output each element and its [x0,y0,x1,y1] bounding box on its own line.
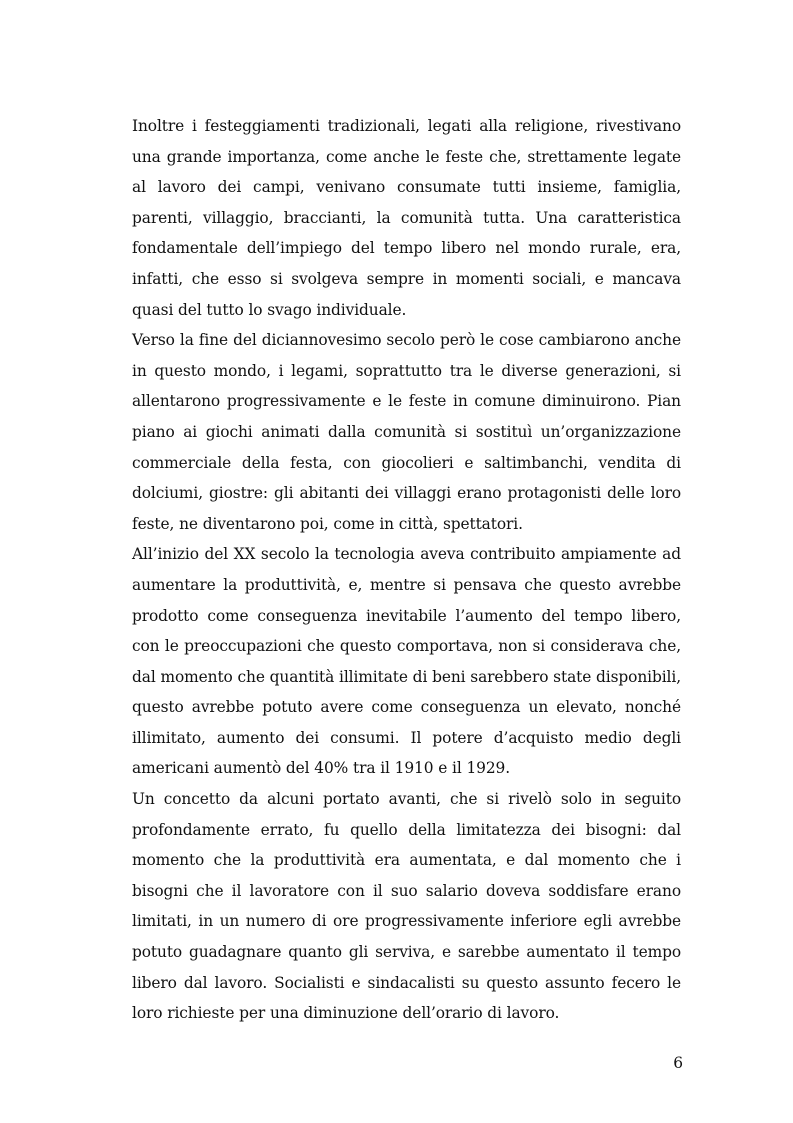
paragraph-rural-festivities: Inoltre i festeggiamenti tradizionali, legati alla religione, rivestivano una grande importanza, come anche le feste che, strettamente legate al lavoro dei campi, venivano consumate tutti insieme, famiglia, parenti, villaggio, braccianti, la comunità tutta. Una caratteristica fondamentale dell’impiego del tempo libero nel mondo rurale, era, infatti, che esso si svolgeva sempre in momenti sociali, e mancava quasi del tutto lo svago individuale. [132,117,681,319]
body-text [132,111,681,1029]
paragraph-twentieth-century-productivity: All’inizio del XX secolo la tecnologia aveva contribuito ampiamente ad aumentare la produttività, e, mentre si pensava che questo avrebbe prodotto come conseguenza inevitabile l’aumento del tempo libero, con le preoccupazioni che questo comportava, non si considerava che, dal momento che quantità illimitate di beni sarebbero state disponibili, questo avrebbe potuto avere come conseguenza un elevato, nonché illimitato, aumento dei consumi. Il potere d’acquisto medio degli americani aumentò del 40% tra il 1910 e il 1929. [132,545,681,778]
paragraph-nineteenth-century-change: Verso la fine del diciannovesimo secolo però le cose cambiarono anche in questo mondo, i legami, soprattutto tra le diverse generazioni, si allentarono progressivamente e le feste in comune diminuirono. Pian piano ai giochi animati dalla comunità si sostituì un’organizzazione commerciale della festa, con giocolieri e saltimbanchi, vendita di dolciumi, giostre: gli abitanti dei villaggi erano protagonisti delle loro feste, ne diventarono poi, come in città, spettatori. [132,331,681,533]
page-number: 6 [673,1054,683,1072]
paragraph-limited-needs-concept: Un concetto da alcuni portato avanti, che si rivelò solo in seguito profondamente errato, fu quello della limitatezza dei bisogni: dal momento che la produttività era aumentata, e dal momento che i bisogni che il lavoratore con il suo salario doveva soddisfare erano limitati, in un numero di ore progressivamente inferiore egli avrebbe potuto guadagnare quanto gli serviva, e sarebbe aumentato il tempo libero dal lavoro. Socialisti e sindacalisti su questo assunto fecero le loro richieste per una diminuzione dell’orario di lavoro. [132,790,681,1023]
